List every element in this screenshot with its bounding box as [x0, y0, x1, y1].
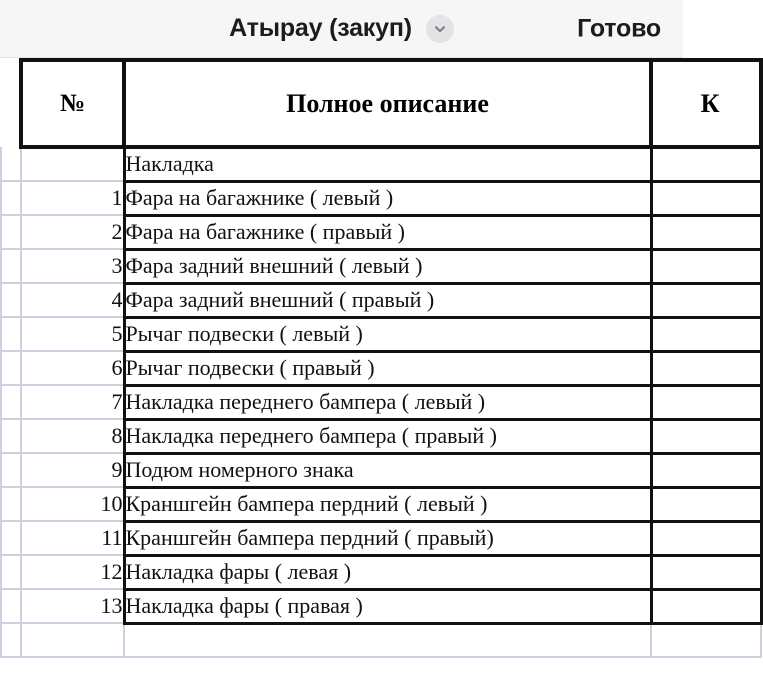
cell-number[interactable]: 2 [21, 215, 124, 249]
cell-description[interactable]: Фара на багажнике ( правый ) [124, 215, 651, 249]
cell-description[interactable]: Накладка фары ( левая ) [124, 555, 651, 589]
cell-number[interactable] [21, 147, 124, 181]
row-gutter-cell[interactable] [1, 589, 21, 623]
table-row[interactable] [1, 521, 761, 555]
cell-extra[interactable] [651, 351, 761, 385]
cell-description[interactable]: Краншгейн бампера пердний ( левый ) [124, 487, 651, 521]
row-gutter-cell[interactable] [1, 385, 21, 419]
cell-number[interactable] [21, 623, 124, 657]
cell-description[interactable]: Накладка переднего бампера ( левый ) [124, 385, 651, 419]
table-row[interactable] [1, 385, 761, 419]
cell-description[interactable]: Накладка фары ( правая ) [124, 589, 651, 623]
row-gutter-cell[interactable] [1, 419, 21, 453]
cell-description[interactable]: Фара на багажнике ( левый ) [124, 181, 651, 215]
done-button[interactable]: Готово [577, 14, 661, 42]
cell-number[interactable]: 5 [21, 317, 124, 351]
table-row[interactable] [1, 623, 761, 657]
table-row[interactable] [1, 283, 761, 317]
table-body [1, 147, 761, 657]
cell-number[interactable]: 10 [21, 487, 124, 521]
cell-description[interactable]: Фара задний внешний ( левый ) [124, 249, 651, 283]
cell-number[interactable]: 8 [21, 419, 124, 453]
cell-description[interactable]: Рычаг подвески ( левый ) [124, 317, 651, 351]
table-row[interactable] [1, 453, 761, 487]
cell-number[interactable]: 13 [21, 589, 124, 623]
cell-number[interactable]: 1 [21, 181, 124, 215]
row-gutter-cell[interactable] [1, 487, 21, 521]
cell-extra[interactable] [651, 589, 761, 623]
cell-extra[interactable] [651, 385, 761, 419]
table-row[interactable] [1, 589, 761, 623]
row-gutter-cell[interactable] [1, 181, 21, 215]
table-row[interactable] [1, 147, 761, 181]
table-row[interactable] [1, 351, 761, 385]
top-navigation-bar [0, 0, 683, 58]
table-row[interactable] [1, 317, 761, 351]
cell-description[interactable]: Фара задний внешний ( правый ) [124, 283, 651, 317]
row-gutter-cell[interactable] [1, 215, 21, 249]
column-header-number[interactable]: № [21, 60, 124, 147]
cell-number[interactable]: 7 [21, 385, 124, 419]
row-gutter-cell[interactable] [1, 623, 21, 657]
table-row[interactable] [1, 555, 761, 589]
spreadsheet-viewport[interactable] [0, 58, 720, 700]
table-header [1, 60, 761, 147]
cell-extra[interactable] [651, 487, 761, 521]
cell-number[interactable]: 6 [21, 351, 124, 385]
cell-number[interactable]: 12 [21, 555, 124, 589]
row-gutter-cell[interactable] [1, 555, 21, 589]
cell-description[interactable]: Накладка [124, 147, 651, 181]
cell-extra[interactable] [651, 181, 761, 215]
table-row[interactable] [1, 181, 761, 215]
cell-extra[interactable] [651, 521, 761, 555]
row-gutter-cell[interactable] [1, 453, 21, 487]
cell-extra[interactable] [651, 555, 761, 589]
chevron-down-icon[interactable] [426, 15, 454, 43]
table-row[interactable] [1, 419, 761, 453]
cell-extra[interactable] [651, 283, 761, 317]
cell-description[interactable]: Накладка переднего бампера ( правый ) [124, 419, 651, 453]
document-title-group[interactable] [229, 14, 454, 43]
row-gutter-cell[interactable] [1, 351, 21, 385]
table-row[interactable] [1, 249, 761, 283]
cell-number[interactable]: 9 [21, 453, 124, 487]
column-header-description[interactable]: Полное описание [124, 60, 651, 147]
row-gutter-cell[interactable] [1, 317, 21, 351]
table-row[interactable] [1, 215, 761, 249]
page-title: Атырау (закуп) [229, 14, 412, 42]
column-header-extra[interactable]: К [651, 60, 761, 147]
cell-description[interactable] [124, 623, 651, 657]
cell-extra[interactable] [651, 317, 761, 351]
row-gutter-cell[interactable] [1, 283, 21, 317]
cell-extra[interactable] [651, 453, 761, 487]
spreadsheet-table [0, 58, 763, 658]
cell-extra[interactable] [651, 419, 761, 453]
table-row[interactable] [1, 487, 761, 521]
cell-number[interactable]: 3 [21, 249, 124, 283]
row-gutter-cell[interactable] [1, 249, 21, 283]
cell-description[interactable]: Подюм номерного знака [124, 453, 651, 487]
header-gutter-cell [1, 60, 21, 147]
cell-number[interactable]: 11 [21, 521, 124, 555]
cell-extra[interactable] [651, 215, 761, 249]
header-row [1, 60, 761, 147]
cell-description[interactable]: Рычаг подвески ( правый ) [124, 351, 651, 385]
cell-extra[interactable] [651, 249, 761, 283]
cell-extra[interactable] [651, 623, 761, 657]
cell-description[interactable]: Краншгейн бампера пердний ( правый) [124, 521, 651, 555]
cell-number[interactable]: 4 [21, 283, 124, 317]
cell-extra[interactable] [651, 147, 761, 181]
row-gutter-cell[interactable] [1, 521, 21, 555]
row-gutter-cell[interactable] [1, 147, 21, 181]
